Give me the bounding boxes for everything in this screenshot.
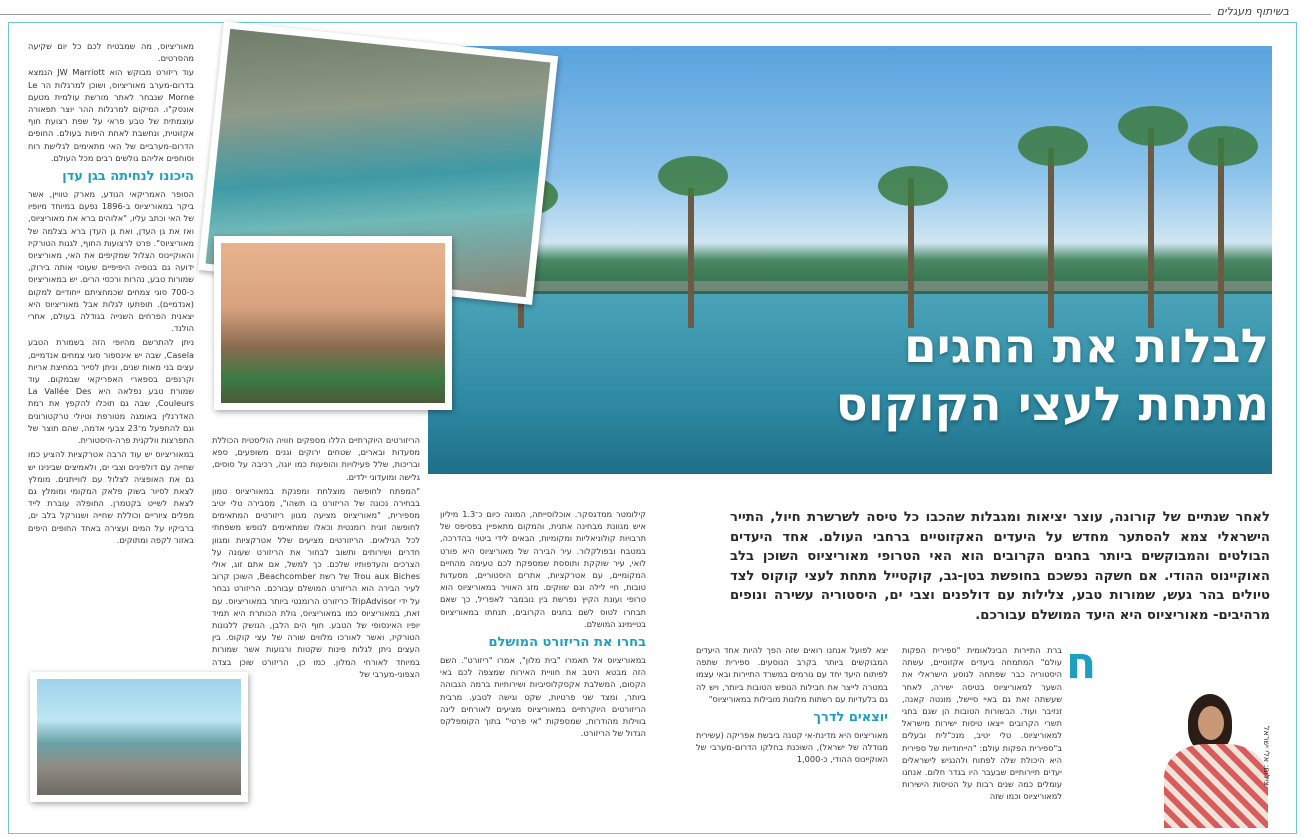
paragraph: הסופר האמריקאי הנודע, מארק טוויין, אשר ביקר במאוריציוס ב-1896 נפעם במיוחד מיופיו של האי וכתב עליו, "אלוהים ברא את מאוריציוס, ואז את גן העדן, ואת גן העדן ברא בצלמה של מאוריציוס". פרט לרצועות החוף, לגנות הטורקיז והאוקיינוס הצלול שמקיפים את האי, מאוריציוס ידועה גם בנופיה היפיפיים שעוטי אותה בירוק, שמורות טבע, נהרות ורכסי הרים. יש במאוריציוס כ-700 סוגי צמחים שכמחציתם ייחודיים למקום (אנדמיים). תופתעו לגלות אבל מאוריציוס היא יצאנית הפרחים השנייה בגודלה בעולם, אחרי הולנד. xyxy=(28,189,194,334)
paragraph: מאוריציוס היא מדינת-אי קטנה ביבשת אפריקה (עשירית מגודלה של ישראל), השוכנת בחלקו הדרום-מערבי של האוקיינוס ההודי, כ-1,000 xyxy=(696,730,888,765)
paragraph: במאוריציוס יש עוד הרבה אטרקציות להציע כמו שחייה עם דולפינים וצבי ים, ולאמיצים שבינינו יש גם את האופציה לצלול עם לווייתנים. מומלץ לצאת לסיור בשוק פלאק המקומי ומומלץ גם לצאת לשייט בקטמרן. החופלה עוברת לייד מפלים ציוריים וכוללת שחייה ושנורקל בלב ים, ברביקיו על המים ועצירה באחד החופים היפים באזור לקפה ומתוקים. xyxy=(28,449,194,545)
inset-photo-deck-chairs xyxy=(30,672,248,802)
column-far-left xyxy=(28,40,194,548)
paragraph: עוד ריזורט מבוקש הוא JW Marriott הנמצא בדרום-מערב מאוריציוס, ושוכן למרגלות הר Le Morne שנבחר לאתר מורשת עולמית מטעם אונסק"ו. המיקום למרגלות ההר יוצר תפאורה עוצמתית של טבע פראי על שפת רצועת חוף אקזוטית, ונחשבת לאחת היפות בעולם. החופים הדרום-מערביים של האי מתאימים לגלישת רוח וסוחפים אליהם גולשים רבים מכל העולם. xyxy=(28,67,195,163)
photo-credit: צילום: אלי ישראל xyxy=(1262,726,1271,786)
paragraph: "המפתח לחופשה מוצלחת ומפנקת במאוריציוס טמון בבחירה נכונה של הריזורט בו תשהו", מסבירה טלי יטיב מספירית, "מאוריציוס מציעה מגוון ריזורטים המתאימים לחופשה זוגית רומנטית וכאלו שמתאימים לנופש משפחתי לכל הגילאים. הריזורטים מציעים שלל אטרקציות ומגוון חדרים ושירותים ותשוב לבחור את הריזורט שעונה על הצרכים והעדפותיו שלכם. כך למשל, אם אתם זוג, אולי Trou aux Biches של רשת Beachcomber, השוכן קרוב לעיר הבירה הוא הריזורט המושלם עבורכם. הריזורט נבחר על ידי TripAdvisor כריזורט הרומנטי ביותר במאוריציוס. עם זאת, במאוריציוס כמו במאוריציוס, גולת הכותרת היא תמיד יופיו האינסופי של הטבע. חוף הים הלבן, הנושק ללגונות הטורקיז, ואשר לאורכו מלווים שורה של עצי קוקוס. בין העצים ניתן לגלות פינות שקטות ורגועות אשר שמורות במיוחד לאורחי המלון. כמו כן, הריזורט שוכן בצדה הצפוני-מערבי של xyxy=(212,485,420,679)
paragraph: קילומטר ממדגסקר. אוכלוסייתה, המונה כיום כ־1.3 מיליון איש מגוונת מבחינה אתנית, והמקום מתאפיין בפסיפס של תרבויות קולוניאליות ומקומיות, הבאים לידי ביטוי בהדרכה, במטבח ובפולקלור. עיר הבירה של מאוריציוס היא פורט לואי, עיר שוקקת ותוססת שמספקת לכם טעימה מהחיים המקומיים, עם אטרקציות, אתרים היסטוריים, מסעדות טובות, חיי לילה וגם שווקים. מזג האוויר במאוריציוס הוא טרופי ועונת הקיץ נפרשת בין נובמבר לאפריל, כך שאם תבחרו לטוס לשם בחגים הקרובים, תנחתו במאוריציוס בטיימינג המושלם. xyxy=(440,509,646,629)
section-label: בשיתוף מעגלים xyxy=(1211,5,1289,18)
paragraph: יצא לפועל אנחנו רואים שזה הפך להיות אחד היעדים המבוקשים ביותר בקרב הנוסעים. ספירית שתפה לפיתוח היעד יחד עם גורמים במשרד התיירות ובאי עצמו במטרה לייצר את חבילות הנופש הטובות ביותר, ויש לה גם בלעדיות עם רשתות מלונות מובילות במאוריציוס" xyxy=(696,645,888,704)
headline-line-1: לבלות את החגים xyxy=(904,319,1269,374)
column-mid-right xyxy=(440,508,646,741)
column-right-a xyxy=(696,644,888,768)
headline-line-2: מתחת לעצי הקוקוס xyxy=(835,377,1269,432)
paragraph: הריזורטים היוקרתיים הללו מספקים חוויה הוליסטית הכוללת מסעדות ובארים, שטחים ירוקים וגנים משופעים, ספא ובריכות, שלל פעילויות והופעות כמו יוגה, רכיבה על סוסים, גלישה ומועדוני ילדים. xyxy=(212,435,420,482)
paragraph: מאוריציוס, מה שמבטיח לכם כל יום שקיעה מהסרטים. xyxy=(28,41,194,64)
palm-frond xyxy=(878,166,948,206)
headline xyxy=(836,318,1269,434)
drop-cap: ח xyxy=(1066,638,1097,689)
subhead-resort: בחרו את הריזורט המושלם xyxy=(488,635,646,651)
palm-frond xyxy=(658,156,728,196)
paragraph: ניתן להתרשם מהיופי הזה בשמורת הטבע Casela, שבה יש אינספור סוגי צמחים אנדמיים, עצים בני מאות שנים, וניתן לסייר במחיצת אריות וקרנפים בספארי האפריקאי שבמקום. עוד שמורת טבע נפלאה היא La Vallée Des Couleurs, שבה גם תוכלו להקפץ את רמת האדרנלין באומגה מטורפת וטיולי טרקטורונים וגם להתפעל מ־23 צבעי אדמה, שהם תוצר של התפרצות וולקנית פרה-היסטורית. xyxy=(28,337,194,446)
column-mid-left xyxy=(212,434,420,682)
subhead-on-the-way: יוצאים לדרך xyxy=(813,710,888,726)
paragraph: במאוריציוס אל תאמרו "בית מלון", אמרו "ריזורט". השם הזה מבטא היטב את חוויית האירוח שמצפה לכם באי הקסום, המשלבת אקסקלוסיביות ושירותיות ברמה הגבוהה ביותר, ומצד שני פרטיות, שקט וגישה לטבע. מרבית הריזורטים היוקרתיים במאוריציוס מציעים לאורחים לינה בווילות מהודרות, שמספקות "אי פרטי" בתוך הקומפלקס הגדול של הריזורט. xyxy=(440,655,646,739)
top-rule xyxy=(0,14,1215,15)
palm-trunk xyxy=(1048,148,1054,328)
column-right-b xyxy=(902,644,1062,805)
palm-trunk xyxy=(688,188,694,328)
pool-edge xyxy=(512,281,1272,291)
palm-trunk xyxy=(1148,128,1154,328)
portrait-photo xyxy=(1148,682,1278,828)
palm-trunk xyxy=(1218,138,1224,328)
palm-frond xyxy=(1018,126,1088,166)
subhead-paradise: היכונו לנחיתה בגן עדן xyxy=(62,169,194,185)
palm-frond xyxy=(1188,126,1258,166)
lede-paragraph: לאחר שנתיים של קורונה, עוצר יציאות ומגבלות שהכבו כל טיסה לשרשרת חיול, התייר הישראלי צמא להסתער מחדש על היעדים האקזוטיים ברחבי העולם. אחד היעדים הבולטים והמבוקשים ביותר בחגים הקרובים הוא האי הטרופי מאוריציוס השוכן בלב האוקיינוס ההודי. אם חשקה נפשכם בחופשת בטן-גב, קוקטייל מתחת לעצי קוקוס לצד טיולים בהר געש, שמורות טבע, צלילות עם דולפנים וצבי ים, היסטוריה עשירה ונופים מרהיבים- מאוריציוס היא היעד המושלם עבורכם. xyxy=(730,510,1270,623)
palm-frond xyxy=(1118,106,1188,146)
inset-photo-couple xyxy=(214,236,452,410)
paragraph: ברת התיירות הבינלאומית "ספירית הפקות עולם" המתמחה ביעדים אקזוטיים, עשתה היסטוריה כבר שפתחה לנוסע הישראלי את השער למאוריציוס בטיסה ישירה, לאחר שעשתה זאת גם באיי סיישל, מונטה קאנה, זנזיבר ועוד. הבשורות הטובות הן שגם בחגי תשרי הקרובים ייצאו טיסות ישירות מישראל למאוריציוס. טלי יטיב, מנכ"לית ובעלים ב"ספירית הפקות עולם: "הייחודיות של ספירית היא היכולת שלה לפתוח ולהנגיש לישראלים יעדים תיירותיים שבעבר היו בגדר חלום. אנחנו עומלים כמה שנים רבות על הטיסות הישירות למאוריציוס וכמו שזה xyxy=(902,645,1062,802)
